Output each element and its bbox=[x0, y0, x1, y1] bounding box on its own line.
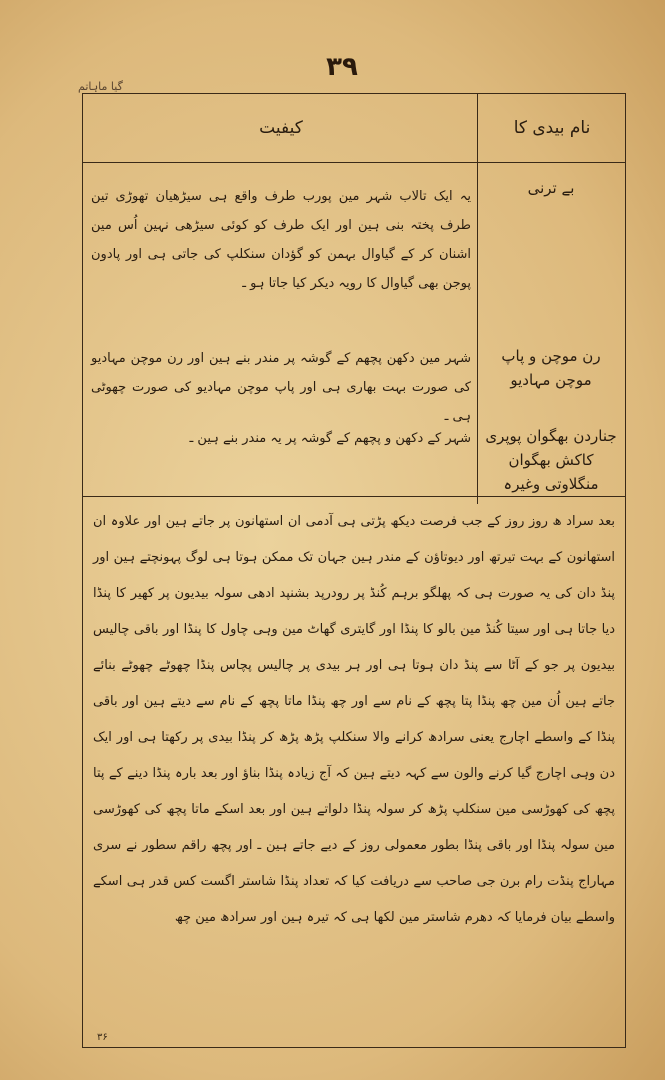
entry-name: جناردن بھگوان پوپری کاکش بھگوان منگلاوتی وغیرہ bbox=[485, 427, 617, 493]
entry-description: یہ ایک تالاب شہر مین پورب طرف واقع ہی سیڑھیان تھوڑی تین طرف پختہ بنی ہین اور ایک طرف کو کوئی سیڑھی نہین اُس مین اشنان کر کے گیاوال بہمن کو گؤدان سنکلپ کی جاتی ہی اور پادون پوجن بھی گیاوال کا رویہ دیکر کیا جاتا ہو ـ bbox=[91, 189, 471, 291]
header-description: کیفیت bbox=[259, 118, 303, 138]
corner-note: گیا ماہاتم bbox=[78, 80, 123, 93]
entry-description: شہر کے دکھن و پچھم کے گوشہ پر یہ مندر بنے ہین ـ bbox=[189, 431, 471, 446]
entry-name: بے ترنی bbox=[527, 179, 575, 197]
body-divider bbox=[83, 496, 625, 497]
header-name: نام بیدی کا bbox=[513, 118, 591, 138]
header-divider bbox=[83, 162, 625, 163]
entry-description: شہر مین دکھن پچھم کے گوشہ پر مندر بنے ہین اور رن موچن مہادیو کی صورت بہت بھاری ہی اور پاپ موچن مہادیو کی صورت چھوٹی ہی ـ bbox=[91, 351, 471, 424]
body-paragraph: بعد سراد ھ روز روز کے جب فرصت دیکھ پڑتی ہی آدمی ان استھانون پر جاتے ہین اور علاوہ ان استھانون کے بہت تیرتھ اور دیوتاؤن کے مندر ہین جہان تک ممکن ہوتا ہی لوگ پہونچتے ہین اور پنڈ دان کی یہ صورت ہی کہ پھلگو برہم کُنڈ پر رودرپد بشنپد ادھی سولہ بیدیون پر کھیر کا پنڈا دیا جاتا ہی اور سیتا کُنڈ مین بالو کا پنڈا اور گایتری گھاٹ مین وہی چاول کا پنڈا اور باقی چالیس بیدیون پر جو کے آٹا سے پنڈ دان ہوتا ہی اور ہر بیدی پر چالیس پچاس پنڈا چھوٹے چھوٹے بنائے جاتے ہین اُن مین چھ پنڈا پتا پچھ کے نام سے اور چھ پنڈا ماتا پچھ کے نام سے دیتے ہین اور باقی پنڈا کے واسطے اچارج یعنی سرادھ کرانے والا سنکلپ پڑھ پڑھ کر پنڈا بیدی پر رکھتا ہی اور ایک دن وہی اچارج گیا کرنے والون سے کہہ دیتے ہین کہ آج زیادہ پنڈا بناؤ اور بعد بارہ پنڈا دینے کے پتا پچھ کی کھوڑسی مین سنکلپ پڑھ کر سولہ پنڈا دلواتے ہین اور بعد اسکے ماتا پچھ کی کھوڑسی مین سولہ پنڈا اور باقی پنڈا بطور معمولی روز کے دیے جاتے ہین ـ اور پچھ راقم سطور نے سری مہاراج پنڈت رام برن جی صاحب سے دریافت کیا کہ تعداد پنڈا شاستر اگست کس قدر ہی اسکے واسطے بیان فرمایا کہ دھرم شاستر مین لکھا ہی کہ تیرہ ہین اور سرادھ مین چھ bbox=[93, 514, 615, 925]
column-divider bbox=[477, 94, 478, 504]
page-number: ۳۹ bbox=[326, 52, 358, 82]
footnote: ۳۶ bbox=[97, 1032, 108, 1043]
entry-name: رن موچن و پاپ موچن مہادیو bbox=[501, 347, 601, 389]
main-table bbox=[82, 93, 626, 1048]
